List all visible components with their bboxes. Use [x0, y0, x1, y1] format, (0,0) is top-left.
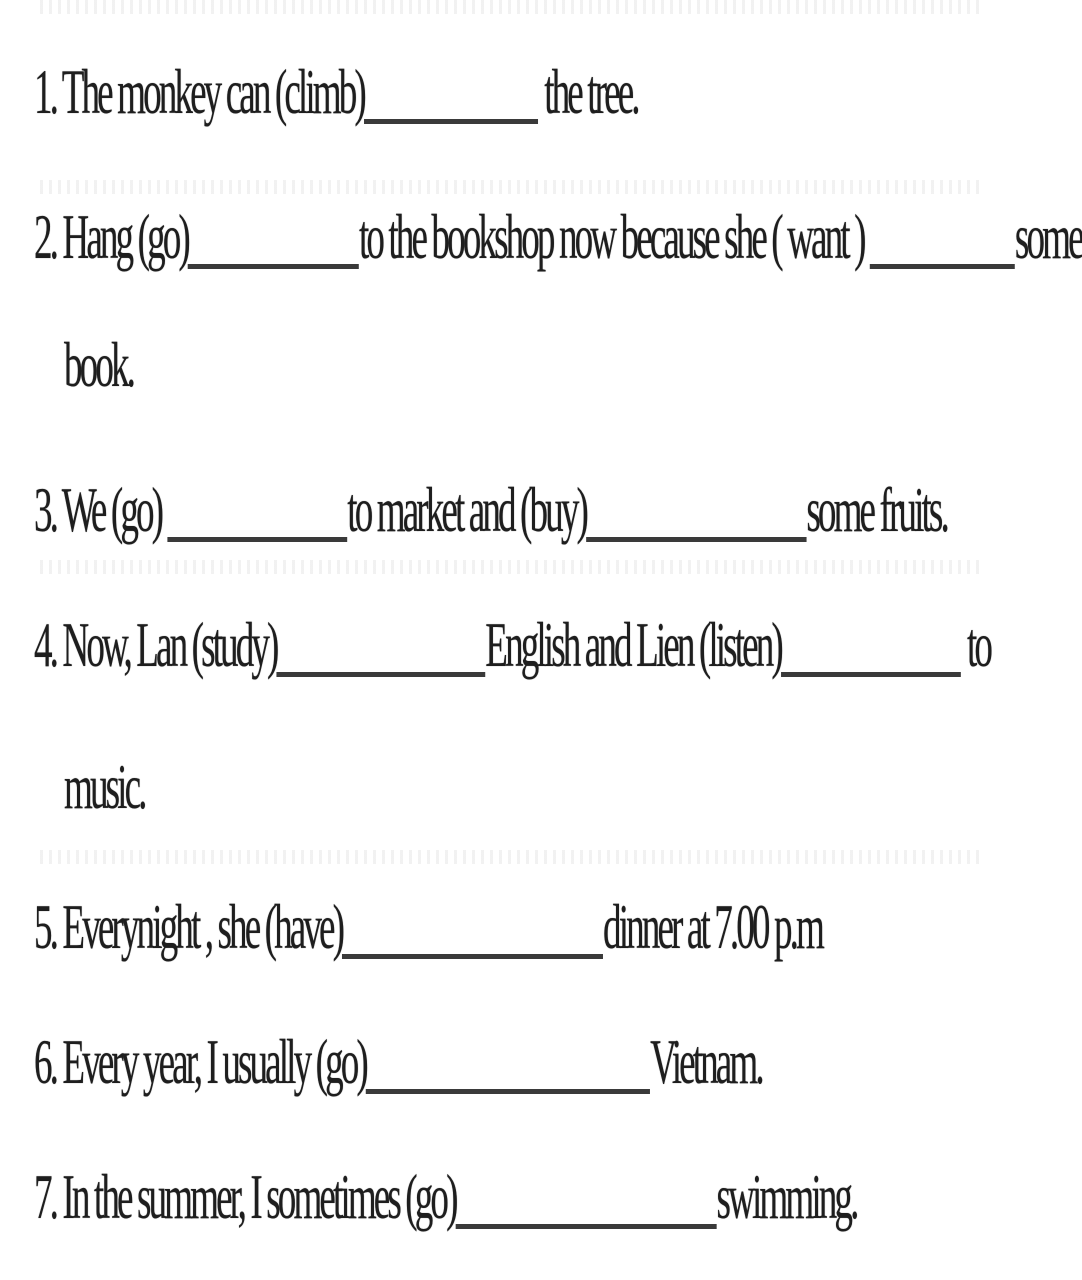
- exercise-item-5: [34, 891, 822, 962]
- item-text: some fruits.: [806, 474, 947, 545]
- answer-blank[interactable]: [870, 210, 1015, 269]
- item-text: dinner at 7.00 p.m: [603, 891, 822, 962]
- answer-blank[interactable]: [586, 483, 806, 542]
- item-text: English and Lien (listen): [485, 609, 781, 680]
- item-text: Every year, I usually (go): [62, 1026, 366, 1097]
- item-text: Vietnam.: [650, 1026, 762, 1097]
- answer-blank[interactable]: [342, 900, 603, 959]
- scan-artifact: [40, 560, 980, 574]
- item-number: 7.: [34, 1161, 57, 1232]
- exercise-item-2-continuation: [64, 329, 134, 400]
- item-text: In the summer, I sometimes (go): [62, 1161, 456, 1232]
- answer-blank[interactable]: [781, 618, 961, 677]
- item-text: Now, Lan (study): [62, 609, 277, 680]
- item-text: to the bookshop now because she ( want ): [358, 201, 864, 272]
- scan-artifact: [40, 180, 980, 194]
- exercise-item-2: [34, 201, 1082, 272]
- answer-blank[interactable]: [167, 483, 347, 542]
- item-text: the tree.: [544, 56, 638, 127]
- answer-blank[interactable]: [276, 618, 485, 677]
- item-text: book.: [64, 329, 134, 400]
- item-number: 4.: [34, 609, 57, 680]
- answer-blank[interactable]: [364, 65, 538, 124]
- answer-blank[interactable]: [456, 1170, 717, 1229]
- item-text: swimming.: [716, 1161, 857, 1232]
- answer-blank[interactable]: [188, 210, 359, 269]
- item-text: music.: [64, 751, 145, 822]
- item-text: to: [967, 609, 991, 680]
- exercise-item-4: [34, 609, 991, 680]
- item-text: The monkey can (climb): [61, 56, 364, 127]
- scan-artifact: [40, 850, 980, 864]
- item-text: Hang (go): [62, 201, 188, 272]
- answer-blank[interactable]: [366, 1035, 650, 1094]
- item-text: some: [1014, 201, 1082, 272]
- item-number: 1.: [34, 56, 57, 127]
- exercise-item-3: [34, 474, 947, 545]
- item-number: 2.: [34, 201, 57, 272]
- item-text: Everynight , she (have): [62, 891, 343, 962]
- scan-artifact: [40, 0, 980, 14]
- exercise-item-7: [34, 1161, 857, 1232]
- item-number: 3.: [34, 474, 57, 545]
- item-text: We (go): [61, 474, 162, 545]
- exercise-item-6: [34, 1026, 762, 1097]
- item-text: to market and (buy): [347, 474, 586, 545]
- item-number: 5.: [34, 891, 57, 962]
- exercise-item-4-continuation: [64, 751, 145, 822]
- exercise-item-1: [34, 56, 638, 127]
- item-number: 6.: [34, 1026, 57, 1097]
